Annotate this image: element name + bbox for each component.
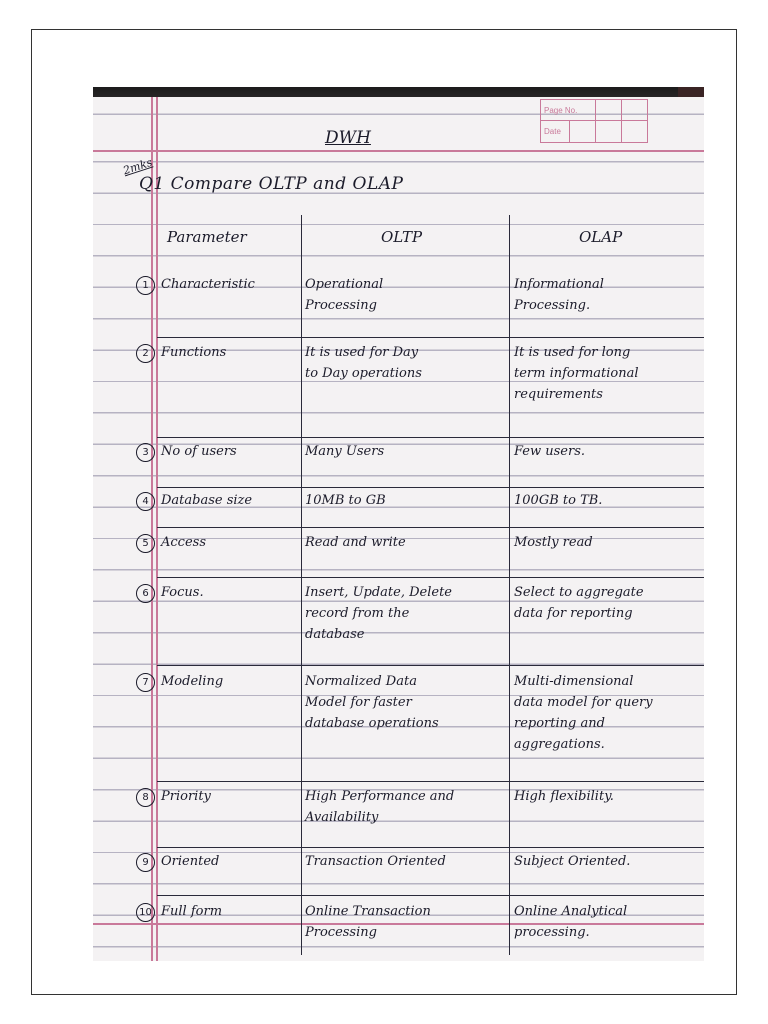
marks-note: 2mks [121,155,154,178]
row-oltp-text: database operations [305,716,439,731]
row-olap-text: data model for query [514,695,653,710]
row-oltp-text: It is used for Day [305,345,419,360]
row-number-circle: 8 [136,788,155,807]
row-olap-text: Multi-dimensional [514,674,634,689]
row-oltp-text: Processing [305,925,377,940]
table-row-divider [157,895,704,896]
row-oltp-text: Processing [305,298,377,313]
row-olap-text: Select to aggregate [514,585,644,600]
row-number-circle: 1 [136,276,155,295]
row-olap-text: High flexibility. [514,789,614,804]
table-row-divider [157,487,704,488]
page-no-label: Page No. [544,106,578,115]
page-number-date-box [540,99,648,143]
row-olap-text: aggregations. [514,737,605,752]
header-parameter: Parameter [167,228,247,246]
row-oltp-text: 10MB to GB [305,493,386,508]
row-oltp-text: Availability [305,810,379,825]
row-oltp-text: Many Users [305,444,385,459]
row-olap-text: processing. [514,925,590,940]
row-oltp-text: Transaction Oriented [305,854,446,869]
row-olap-text: It is used for long [514,345,631,360]
header-rule [93,150,704,152]
row-olap-text: data for reporting [514,606,633,621]
table-column-divider [509,215,510,955]
page-no-row [541,100,647,121]
row-olap-text: Informational [514,277,604,292]
table-row-divider [157,847,704,848]
row-olap-text: reporting and [514,716,605,731]
table-column-divider [301,215,302,955]
table-row-divider [157,437,704,438]
row-number-circle: 7 [136,673,155,692]
row-oltp-text: Online Transaction [305,904,431,919]
row-olap-text: Processing. [514,298,591,313]
row-olap-text: 100GB to TB. [514,493,603,508]
row-parameter: Focus. [161,585,204,600]
row-oltp-text: to Day operations [305,366,422,381]
row-olap-text: Mostly read [514,535,593,550]
row-olap-text: requirements [514,387,603,402]
row-number-circle: 9 [136,853,155,872]
row-oltp-text: Normalized Data [305,674,417,689]
row-number-circle: 6 [136,584,155,603]
row-parameter: Full form [161,904,223,919]
table-row-divider [157,781,704,782]
row-number-circle: 10 [136,903,155,922]
row-parameter: Characteristic [161,277,255,292]
row-olap-text: term informational [514,366,639,381]
row-oltp-text: High Performance and [305,789,455,804]
row-oltp-text: database [305,627,365,642]
row-oltp-text: Insert, Update, Delete [305,585,452,600]
header-oltp: OLTP [381,228,423,246]
row-parameter: Priority [161,789,211,804]
row-olap-text: Few users. [514,444,586,459]
row-oltp-text: Read and write [305,535,406,550]
footer-rule [93,923,704,925]
row-oltp-text: record from the [305,606,410,621]
row-parameter: Database size [161,493,253,508]
question-text: Q1 Compare OLTP and OLAP [139,174,404,194]
row-olap-text: Subject Oriented. [514,854,631,869]
table-row-divider [157,527,704,528]
row-parameter: Access [161,535,206,550]
row-parameter: Modeling [161,674,224,689]
margin-line [151,97,153,961]
row-number-circle: 2 [136,344,155,363]
row-number-circle: 4 [136,492,155,511]
row-oltp-text: Operational [305,277,384,292]
row-parameter: No of users [161,444,237,459]
row-olap-text: Online Analytical [514,904,628,919]
date-row [541,121,647,142]
table-row-divider [157,337,704,338]
margin-line [156,97,158,961]
row-parameter: Functions [161,345,227,360]
row-parameter: Oriented [161,854,220,869]
table-row-divider [157,577,704,578]
header-olap: OLAP [579,228,623,246]
date-label: Date [544,127,561,136]
page-title: DWH [325,128,371,148]
row-oltp-text: Model for faster [305,695,412,710]
notebook-photo [93,87,704,961]
row-number-circle: 3 [136,443,155,462]
table-row-divider [157,665,704,666]
row-number-circle: 5 [136,534,155,553]
